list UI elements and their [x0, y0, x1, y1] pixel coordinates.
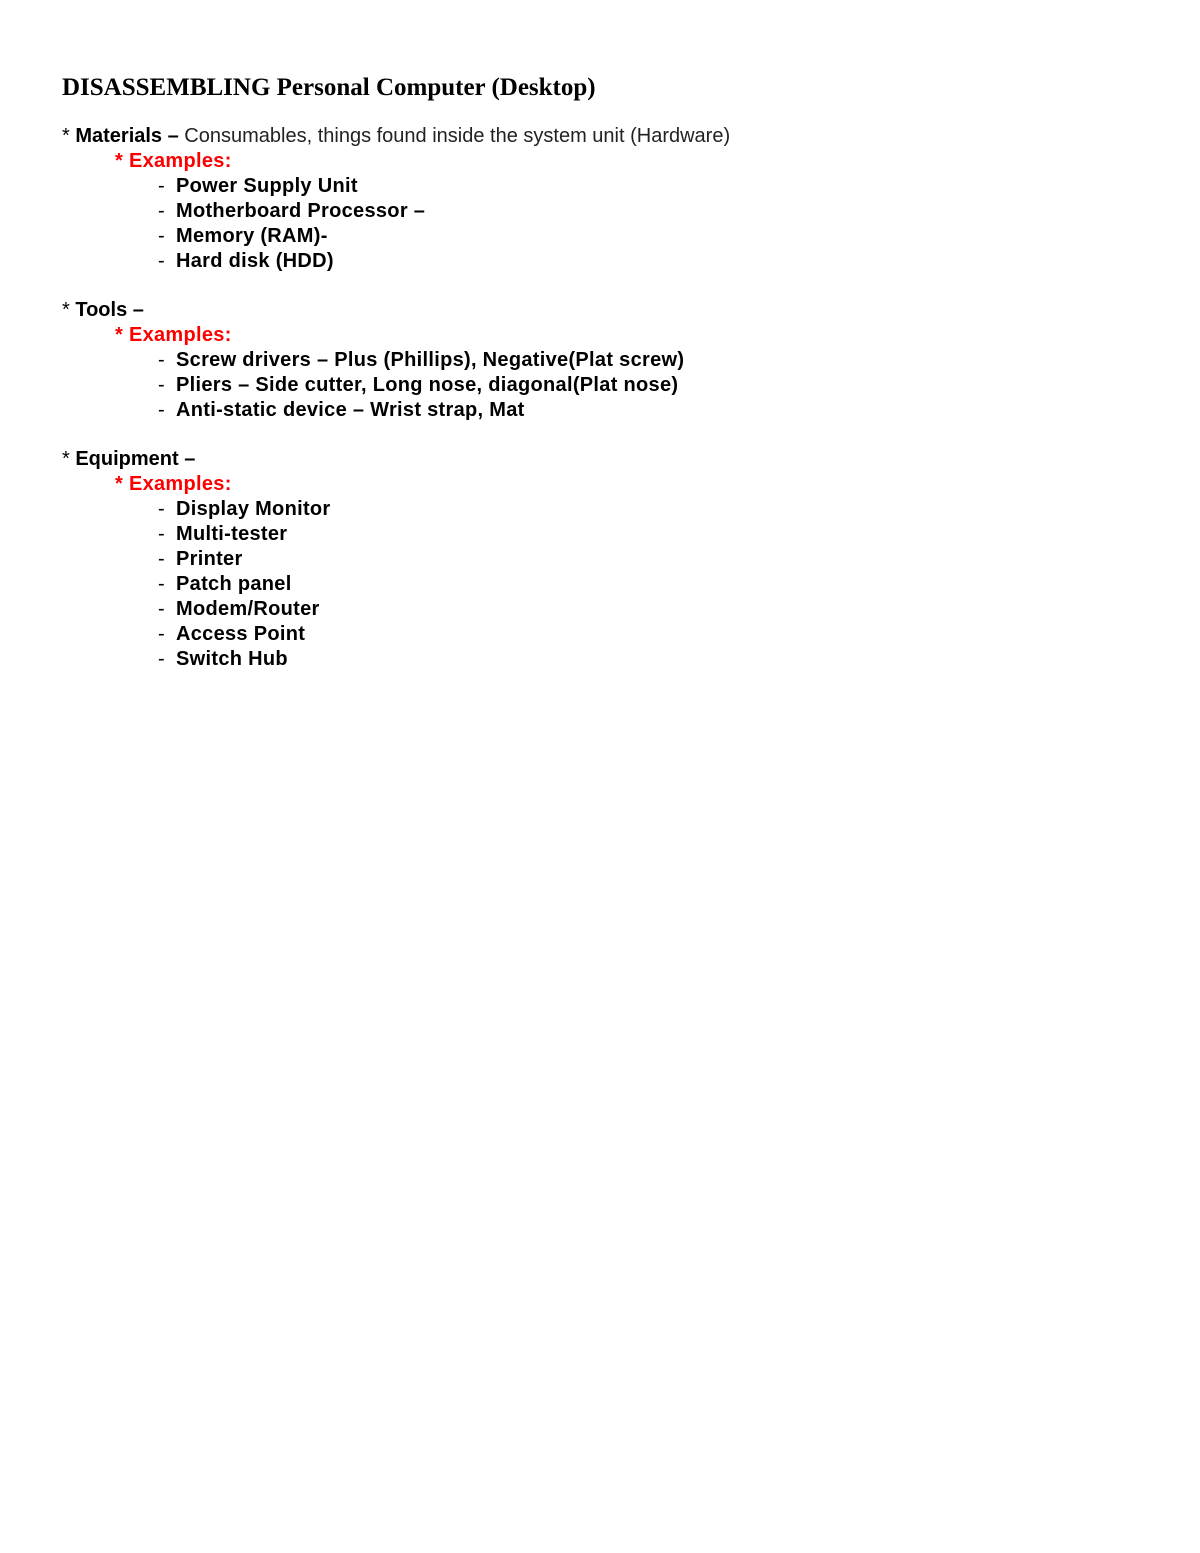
list-item-text: Memory (RAM)-	[176, 225, 328, 247]
document-page	[62, 70, 1142, 696]
section-bullet: *	[62, 299, 76, 321]
section-bullet: *	[62, 448, 76, 470]
list-item	[158, 522, 1142, 547]
list-marker: -	[158, 648, 165, 670]
list-item-text: Power Supply Unit	[176, 175, 358, 197]
list-item-text: Multi-tester	[176, 523, 288, 545]
list-item-text: Pliers – Side cutter, Long nose, diagonal(Plat nose)	[176, 374, 679, 396]
section-label-materials: Materials –	[75, 125, 179, 147]
list-item	[158, 597, 1142, 622]
list-marker: -	[158, 225, 165, 247]
list-item-text: Access Point	[176, 623, 306, 645]
section-description-materials: Consumables, things found inside the system unit (Hardware)	[184, 125, 731, 147]
list-marker: -	[158, 250, 165, 272]
list-item	[158, 547, 1142, 572]
document-title: DISASSEMBLING Personal Computer (Desktop)	[62, 74, 596, 101]
list-marker: -	[158, 573, 165, 595]
list-item	[158, 373, 1142, 398]
section-label-tools: Tools –	[75, 299, 144, 321]
list-item-text: Switch Hub	[176, 648, 288, 670]
item-list-materials	[62, 174, 1142, 274]
list-item	[158, 497, 1142, 522]
list-item	[158, 174, 1142, 199]
section-heading-tools	[62, 298, 1142, 323]
list-marker: -	[158, 523, 165, 545]
section-bullet: *	[62, 125, 76, 147]
section-label-equipment: Equipment –	[75, 448, 196, 470]
list-marker: -	[158, 399, 165, 421]
list-item	[158, 348, 1142, 373]
list-item	[158, 398, 1142, 423]
list-item-text: Hard disk (HDD)	[176, 250, 334, 272]
section-heading-equipment	[62, 447, 1142, 472]
list-item-text: Anti-static device – Wrist strap, Mat	[176, 399, 525, 421]
section-materials	[62, 124, 1142, 274]
list-item	[158, 224, 1142, 249]
item-list-equipment	[62, 497, 1142, 672]
list-marker: -	[158, 374, 165, 396]
list-item-text: Modem/Router	[176, 598, 320, 620]
section-equipment	[62, 447, 1142, 672]
list-marker: -	[158, 623, 165, 645]
list-item-text: Motherboard Processor –	[176, 200, 426, 222]
list-item	[158, 199, 1142, 224]
list-item	[158, 249, 1142, 274]
examples-label-materials: * Examples:	[115, 150, 232, 172]
list-item	[158, 622, 1142, 647]
section-tools	[62, 298, 1142, 423]
section-heading-materials	[62, 124, 1142, 149]
list-marker: -	[158, 349, 165, 371]
list-item-text: Display Monitor	[176, 498, 331, 520]
list-item	[158, 647, 1142, 672]
list-marker: -	[158, 598, 165, 620]
examples-label-tools: * Examples:	[115, 324, 232, 346]
list-item-text: Screw drivers – Plus (Phillips), Negative(Plat screw)	[176, 349, 685, 371]
list-item-text: Printer	[176, 548, 243, 570]
list-marker: -	[158, 498, 165, 520]
examples-label-equipment: * Examples:	[115, 473, 232, 495]
list-marker: -	[158, 200, 165, 222]
item-list-tools	[62, 348, 1142, 423]
list-marker: -	[158, 175, 165, 197]
list-item	[158, 572, 1142, 597]
list-item-text: Patch panel	[176, 573, 292, 595]
list-marker: -	[158, 548, 165, 570]
